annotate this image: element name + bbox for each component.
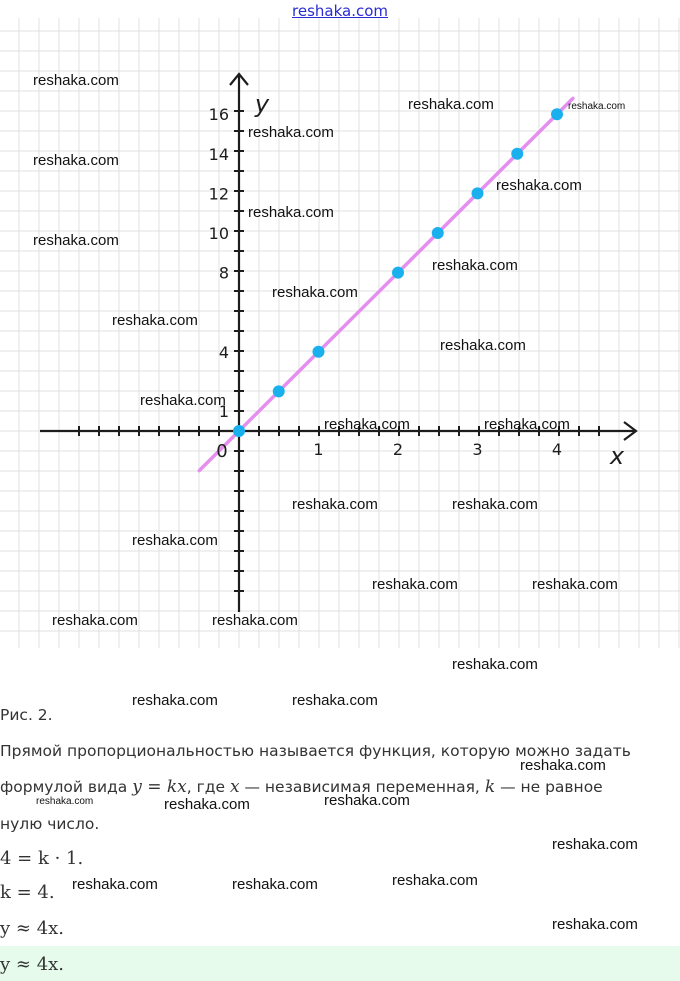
y-tick-label: 4 [218, 342, 229, 362]
data-point [233, 425, 245, 437]
y-tick-label: 10 [208, 224, 229, 243]
grid [0, 18, 680, 648]
x-tick-label: 2 [392, 440, 404, 459]
watermark: reshaka.com [248, 124, 334, 141]
variable-k: k [484, 777, 496, 797]
variable-x: x [229, 777, 240, 797]
watermark: reshaka.com [392, 872, 478, 889]
data-point [432, 227, 444, 239]
equation-3: y ≈ 4x. [0, 918, 65, 939]
axis-labels [209, 90, 625, 470]
definition-text: — независимая переменная, [244, 778, 480, 796]
watermark: reshaka.com [520, 757, 606, 774]
definition-text: , где [186, 778, 226, 796]
watermark: reshaka.com [164, 796, 250, 813]
watermark: reshaka.com [532, 576, 618, 593]
figure-caption: Рис. 2. [0, 706, 53, 724]
answer-box [0, 946, 680, 981]
watermark: reshaka.com [292, 496, 378, 513]
data-point [511, 148, 523, 160]
watermark: reshaka.com [408, 96, 494, 113]
watermark: reshaka.com [496, 177, 582, 194]
watermark: reshaka.com [568, 101, 626, 112]
formula-inline: y = kx [132, 777, 187, 797]
watermark: reshaka.com [132, 532, 218, 549]
watermark: reshaka.com [112, 312, 198, 329]
y-tick-label: 8 [218, 263, 229, 283]
origin-label: 0 [216, 441, 228, 462]
data-point [472, 187, 484, 199]
watermark: reshaka.com [248, 204, 334, 221]
data-point [313, 346, 325, 358]
data-point [551, 108, 563, 120]
watermark: reshaka.com [36, 796, 94, 807]
watermark: reshaka.com [552, 836, 638, 853]
x-axis-label: x [609, 442, 625, 470]
definition-line-3: нулю число. [0, 815, 100, 833]
watermark: reshaka.com [484, 416, 570, 433]
definition-text: формулой вида [0, 778, 128, 796]
watermark: reshaka.com [232, 876, 318, 893]
definition-text: — не равное [500, 778, 603, 796]
definition-line-1: Прямой пропорциональностью называется функция, которую можно задать [0, 742, 631, 760]
watermark: reshaka.com [432, 257, 518, 274]
x-tick-label: 1 [313, 440, 324, 459]
y-tick-label: 14 [208, 144, 229, 164]
watermark: reshaka.com [440, 337, 526, 354]
answer-text: y ≈ 4x. [0, 954, 65, 975]
watermark: reshaka.com [140, 392, 226, 409]
watermark: reshaka.com [33, 152, 119, 169]
watermark: reshaka.com [132, 692, 218, 709]
watermark: reshaka.com [72, 876, 158, 893]
watermark: reshaka.com [52, 612, 138, 629]
equation-2: k = 4. [0, 882, 55, 903]
data-point [273, 385, 285, 397]
x-tick-label: 3 [472, 440, 483, 459]
watermark: reshaka.com [552, 916, 638, 933]
definition-line-2 [0, 777, 603, 797]
y-tick-label: 12 [208, 184, 229, 204]
watermark: reshaka.com [324, 792, 410, 809]
data-point [392, 267, 404, 279]
y-tick-label: 16 [208, 105, 229, 125]
y-axis-label: y [254, 90, 270, 118]
y-tick-label: 1 [218, 402, 229, 422]
watermark: reshaka.com [212, 612, 298, 629]
function-graph [0, 18, 680, 650]
watermark: reshaka.com [452, 656, 538, 673]
watermark: reshaka.com [33, 232, 119, 249]
watermark: reshaka.com [452, 496, 538, 513]
graph-marks [199, 98, 573, 470]
watermark: reshaka.com [272, 284, 358, 301]
site-link[interactable]: reshaka.com [292, 2, 388, 20]
watermark: reshaka.com [324, 416, 410, 433]
x-tick-label: 4 [551, 440, 563, 459]
watermark: reshaka.com [372, 576, 458, 593]
watermark: reshaka.com [292, 692, 378, 709]
equation-1: 4 = k · 1. [0, 848, 84, 869]
watermark: reshaka.com [33, 72, 119, 89]
